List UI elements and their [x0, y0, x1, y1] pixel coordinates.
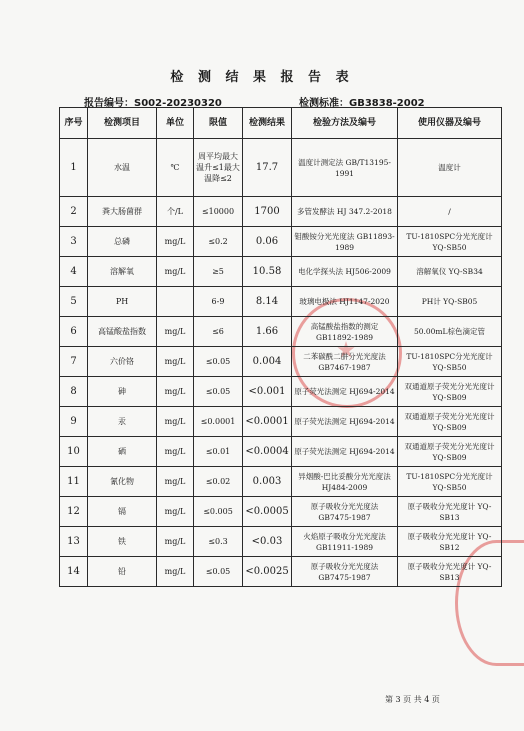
cell-result: 0.06: [243, 227, 292, 257]
cell-item: 六价铬: [88, 347, 157, 377]
cell-no: 4: [60, 257, 88, 287]
header-cell: 检测结果: [243, 108, 292, 139]
cell-instrument: 双通道原子荧光分光光度计 YQ-SB09: [398, 377, 502, 407]
cell-no: 7: [60, 347, 88, 377]
cell-unit: mg/L: [157, 407, 194, 437]
cell-limit: ≤0.02: [194, 467, 243, 497]
cell-item: 汞: [88, 407, 157, 437]
cell-instrument: 双通道原子荧光分光光度计 YQ-SB09: [398, 407, 502, 437]
cell-limit: ≤0.05: [194, 377, 243, 407]
cell-instrument: /: [398, 197, 502, 227]
table-body: [60, 139, 502, 587]
cell-no: 11: [60, 467, 88, 497]
cell-limit: ≤0.0001: [194, 407, 243, 437]
cell-unit: ℃: [157, 139, 194, 197]
cell-limit: ≥5: [194, 257, 243, 287]
test-standard: 检测标准：GB3838-2002: [299, 98, 425, 109]
cell-unit: mg/L: [157, 317, 194, 347]
cell-instrument: 温度计: [398, 139, 502, 197]
cell-item: 铁: [88, 527, 157, 557]
cell-method: 原子荧光法测定 HJ694-2014: [292, 437, 398, 467]
cell-no: 10: [60, 437, 88, 467]
cell-method: 火焰原子吸收分光光度法 GB11911-1989: [292, 527, 398, 557]
cell-item: 溶解氧: [88, 257, 157, 287]
header-cell: 序号: [60, 108, 88, 139]
cell-method: 高锰酸盐指数的测定 GB11892-1989: [292, 317, 398, 347]
header-cell: 检验方法及编号: [292, 108, 398, 139]
table-row: [60, 197, 502, 227]
cell-unit: mg/L: [157, 437, 194, 467]
cell-method: 异烟酸-巴比妥酸分光光度法 HJ484-2009: [292, 467, 398, 497]
header-cell: 检测项目: [88, 108, 157, 139]
table-row: [60, 139, 502, 197]
cell-method: 钼酸铵分光光度法 GB11893-1989: [292, 227, 398, 257]
cell-item: 总磷: [88, 227, 157, 257]
cell-method: 原子吸收分光光度法 GB7475-1987: [292, 557, 398, 587]
cell-result: <0.03: [243, 527, 292, 557]
table-row: [60, 347, 502, 377]
cell-unit: mg/L: [157, 257, 194, 287]
table-row: [60, 317, 502, 347]
cell-limit: ≤0.01: [194, 437, 243, 467]
cell-result: <0.0025: [243, 557, 292, 587]
table-row: [60, 557, 502, 587]
header-cell: 使用仪器及编号: [398, 108, 502, 139]
report-number: 报告编号：S002-20230320: [84, 98, 222, 109]
report-title: 检 测 结 果 报 告 表: [170, 70, 354, 85]
table-row: [60, 497, 502, 527]
cell-item: 铅: [88, 557, 157, 587]
cell-result: 8.14: [243, 287, 292, 317]
cell-no: 14: [60, 557, 88, 587]
cell-no: 12: [60, 497, 88, 527]
cell-no: 5: [60, 287, 88, 317]
cell-result: 1.66: [243, 317, 292, 347]
cell-unit: mg/L: [157, 227, 194, 257]
table-row: [60, 227, 502, 257]
cell-result: 0.003: [243, 467, 292, 497]
header-cell: 单位: [157, 108, 194, 139]
cell-limit: ≤6: [194, 317, 243, 347]
cell-unit: mg/L: [157, 527, 194, 557]
cell-result: <0.0001: [243, 407, 292, 437]
cell-instrument: 原子吸收分光光度计 YQ-SB13: [398, 557, 502, 587]
cell-instrument: TU-1810SPC分光光度计 YQ-SB50: [398, 347, 502, 377]
cell-limit: 6-9: [194, 287, 243, 317]
cell-method: 玻璃电极法 HJ1147-2020: [292, 287, 398, 317]
cell-instrument: 双通道原子荧光分光光度计 YQ-SB09: [398, 437, 502, 467]
cell-instrument: 原子吸收分光光度计 YQ-SB13: [398, 497, 502, 527]
cell-item: 镉: [88, 497, 157, 527]
cell-unit: mg/L: [157, 377, 194, 407]
cell-no: 8: [60, 377, 88, 407]
cell-limit: ≤0.05: [194, 347, 243, 377]
cell-unit: mg/L: [157, 557, 194, 587]
table-row: [60, 467, 502, 497]
cell-no: 9: [60, 407, 88, 437]
cell-no: 3: [60, 227, 88, 257]
table-header-row: [60, 108, 502, 139]
table-row: [60, 377, 502, 407]
cell-method: 原子荧光法测定 HJ694-2014: [292, 377, 398, 407]
cell-unit: mg/L: [157, 497, 194, 527]
cell-result: <0.0005: [243, 497, 292, 527]
cell-instrument: 溶解氧仪 YQ-SB34: [398, 257, 502, 287]
table-row: [60, 527, 502, 557]
cell-instrument: 原子吸收分光光度计 YQ-SB12: [398, 527, 502, 557]
cell-limit: ≤0.2: [194, 227, 243, 257]
cell-limit: ≤10000: [194, 197, 243, 227]
cell-no: 6: [60, 317, 88, 347]
table-row: [60, 437, 502, 467]
header-cell: 限值: [194, 108, 243, 139]
cell-unit: [157, 287, 194, 317]
cell-result: 17.7: [243, 139, 292, 197]
cell-instrument: TU-1810SPC分光光度计 YQ-SB50: [398, 227, 502, 257]
cell-unit: 个/L: [157, 197, 194, 227]
cell-no: 13: [60, 527, 88, 557]
cell-unit: mg/L: [157, 347, 194, 377]
page-number: 第 3 页 共 4 页: [385, 695, 440, 704]
cell-instrument: PH计 YQ-SB05: [398, 287, 502, 317]
cell-method: 温度计测定法 GB/T13195-1991: [292, 139, 398, 197]
cell-item: PH: [88, 287, 157, 317]
cell-instrument: 50.00mL棕色滴定管: [398, 317, 502, 347]
cell-result: <0.0004: [243, 437, 292, 467]
cell-result: 1700: [243, 197, 292, 227]
cell-result: <0.001: [243, 377, 292, 407]
cell-method: 多管发酵法 HJ 347.2-2018: [292, 197, 398, 227]
cell-item: 粪大肠菌群: [88, 197, 157, 227]
cell-method: 原子吸收分光光度法 GB7475-1987: [292, 497, 398, 527]
table-row: [60, 257, 502, 287]
cell-item: 水温: [88, 139, 157, 197]
cell-method: 原子荧光法测定 HJ694-2014: [292, 407, 398, 437]
table-row: [60, 407, 502, 437]
cell-limit: ≤0.005: [194, 497, 243, 527]
cell-limit: ≤0.05: [194, 557, 243, 587]
cell-unit: mg/L: [157, 467, 194, 497]
cell-limit: 周平均最大温升≤1最大温降≤2: [194, 139, 243, 197]
results-table: [59, 107, 502, 587]
cell-method: 电化学探头法 HJ506-2009: [292, 257, 398, 287]
cell-method: 二苯碳酰二肼分光光度法 GB7467-1987: [292, 347, 398, 377]
cell-item: 硒: [88, 437, 157, 467]
cell-limit: ≤0.3: [194, 527, 243, 557]
table-row: [60, 287, 502, 317]
cell-item: 高锰酸盐指数: [88, 317, 157, 347]
cell-item: 砷: [88, 377, 157, 407]
cell-no: 1: [60, 139, 88, 197]
cell-result: 0.004: [243, 347, 292, 377]
cell-no: 2: [60, 197, 88, 227]
cell-item: 氰化物: [88, 467, 157, 497]
cell-instrument: TU-1810SPC分光光度计 YQ-SB50: [398, 467, 502, 497]
cell-result: 10.58: [243, 257, 292, 287]
